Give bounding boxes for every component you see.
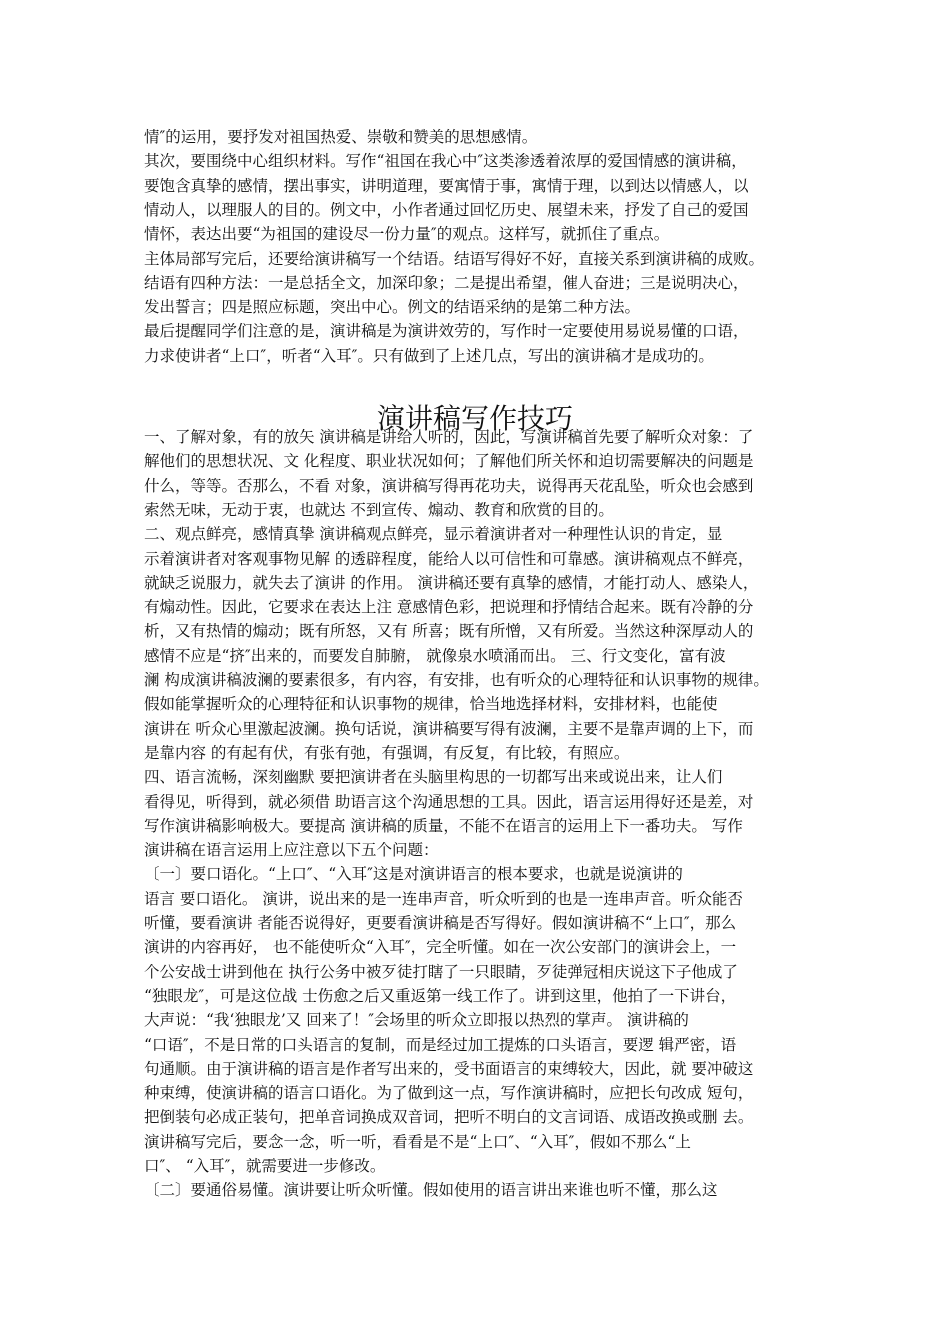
- text-line: 〔一〕要口语化。“上口″、“入耳″这是对演讲语言的根本要求，也就是说演讲的: [144, 865, 683, 884]
- text-line: 最后提醒同学们注意的是，演讲稿是为演讲效劳的，写作时一定要使用易说易懂的口语，: [144, 322, 749, 341]
- text-line: 口″、 “入耳″，就需要进一步修改。: [144, 1157, 386, 1175]
- text-line: 是靠内容 的有起有伏，有张有弛，有强调，有反复，有比较，有照应。: [144, 743, 630, 762]
- text-line: 结语有四种方法：一是总括全文，加深印象；二是提出希望，催人奋进；三是说明决心，: [144, 273, 749, 292]
- text-line: 演讲在 听众心里激起波澜。换句话说，演讲稿要写得有波澜，主要不是靠声调的上下，而: [144, 719, 754, 738]
- text-line: 一、了解对象，有的放矢 演讲稿是讲给人听的，因此，写演讲稿首先要了解听众对象：了: [144, 428, 754, 446]
- text-line: 二、观点鲜亮，感情真挚 演讲稿观点鲜亮，显示着演讲者对一种理性认识的肯定，显: [144, 525, 723, 544]
- text-line: 情动人，以理服人的目的。例文中，小作者通过回忆历史、展望未来，抒发了自己的爱国: [144, 200, 749, 219]
- text-line: 澜 构成演讲稿波澜的要素很多，有内容，有安排，也有听众的心理特征和认识事物的规律。: [144, 671, 769, 689]
- text-line: 情怀，表达出要“为祖国的建设尽一份力量″的观点。这样写，就抓住了重点。: [144, 225, 670, 244]
- text-line: “口语″，不是日常的口头语言的复制，而是经过加工提炼的口头语言，要逻 辑严密，语: [144, 1035, 737, 1054]
- text-line: 把倒装句必成正装句，把单音词换成双音词，把听不明白的文言词语、成语改换或删 去。: [144, 1108, 754, 1127]
- text-line: 个公安战士讲到他在 执行公务中被歹徒打瞎了一只眼睛，歹徒弹冠相庆说这下子他成了: [144, 962, 738, 981]
- text-line: 其次，要围绕中心组织材料。写作“祖国在我心中″这类渗透着浓厚的爱国情感的演讲稿，: [144, 152, 747, 171]
- text-line: 种束缚，使演讲稿的语言口语化。为了做到这一点，写作演讲稿时，应把长句改成 短句，: [144, 1084, 754, 1103]
- text-line: 听懂，要看演讲 者能否说得好，更要看演讲稿是否写得好。假如演讲稿不“上口″，那么: [144, 914, 737, 932]
- text-line: 有煽动性。因此，它要求在表达上注 意感情色彩，把说理和抒情结合起来。既有冷静的分: [144, 598, 754, 617]
- text-line: 演讲稿写完后，要念一念，听一听，看看是不是“上口″、“入耳″，假如不那么“上: [144, 1132, 691, 1151]
- text-line: 情″的运用，要抒发对祖国热爱、崇敬和赞美的思想感情。: [144, 128, 538, 146]
- text-line: 看得见，听得到，就必须借 助语言这个沟通思想的工具。因此，语言运用得好还是差，对: [144, 792, 754, 811]
- text-line: 析，又有热情的煽动；既有所怒，又有 所喜；既有所憎，又有所爱。当然这种深厚动人的: [144, 622, 754, 641]
- text-line: 解他们的思想状况、文 化程度、职业状况如何；了解他们所关怀和迫切需要解决的问题是: [144, 452, 754, 471]
- text-line: 大声说：“我‘独眼龙’又 回来了！″会场里的听众立即报以热烈的掌声。 演讲稿的: [144, 1011, 689, 1030]
- text-line: 感情不应是“挤″出来的，而要发自肺腑， 就像泉水喷涌而出。 三、行文变化，富有波: [144, 646, 726, 665]
- text-line: 演讲的内容再好， 也不能使听众“入耳″，完全听懂。如在一次公安部门的演讲会上，一: [144, 938, 737, 957]
- text-line: 假如能掌握听众的心理特征和认识事物的规律，恰当地选择材料，安排材料，也能使: [144, 695, 718, 714]
- text-line: 索然无味，无动于衷，也就达 不到宣传、煽动、教育和欣赏的目的。: [144, 500, 614, 519]
- text-line: 什么，等等。否那么，不看 对象，演讲稿写得再花功夫，说得再天花乱坠，听众也会感到: [144, 476, 754, 495]
- text-line: 就缺乏说服力，就失去了演讲 的作用。 演讲稿还要有真挚的感情，才能打动人、感染人，: [144, 573, 759, 592]
- text-line: 写作演讲稿影响极大。要提高 演讲稿的质量，不能不在语言的运用上下一番功夫。 写作: [144, 816, 743, 835]
- text-line: 主体局部写完后，还要给演讲稿写一个结语。结语写得好不好，直接关系到演讲稿的成败。: [144, 249, 765, 268]
- text-line: 示着演讲者对客观事物见解 的透辟程度，能给人以可信性和可靠感。演讲稿观点不鲜亮，: [144, 549, 754, 568]
- text-line: 语言 要口语化。 演讲，说出来的是一连串声音，听众听到的也是一连串声音。听众能否: [144, 889, 743, 908]
- text-line: 发出誓言；四是照应标题，突出中心。例文的结语采纳的是第二种方法。: [144, 298, 641, 317]
- text-line: 力求使讲者“上口″，听者“入耳″。只有做到了上述几点，写出的演讲稿才是成功的。: [144, 346, 714, 365]
- text-line: 四、语言流畅，深刻幽默 要把演讲者在头脑里构思的一切都写出来或说出来，让人们: [144, 768, 723, 787]
- page-title: 演讲稿写作技巧: [376, 401, 573, 435]
- text-line: 要饱含真挚的感情，摆出事实，讲明道理，要寓情于事，寓情于理，以到达以情感人，以: [144, 176, 749, 195]
- text-line: “独眼龙″，可是这位战 士伤愈之后又重返第一线工作了。讲到这里，他拍了一下讲台，: [144, 986, 737, 1005]
- text-line: 〔二〕要通俗易懂。演讲要让听众听懂。假如使用的语言讲出来谁也听不懂，那么这: [144, 1181, 718, 1200]
- text-line: 演讲稿在语言运用上应注意以下五个问题：: [144, 841, 439, 860]
- text-line: 句通顺。由于演讲稿的语言是作者写出来的，受书面语言的束缚较大，因此，就 要冲破这: [144, 1059, 754, 1078]
